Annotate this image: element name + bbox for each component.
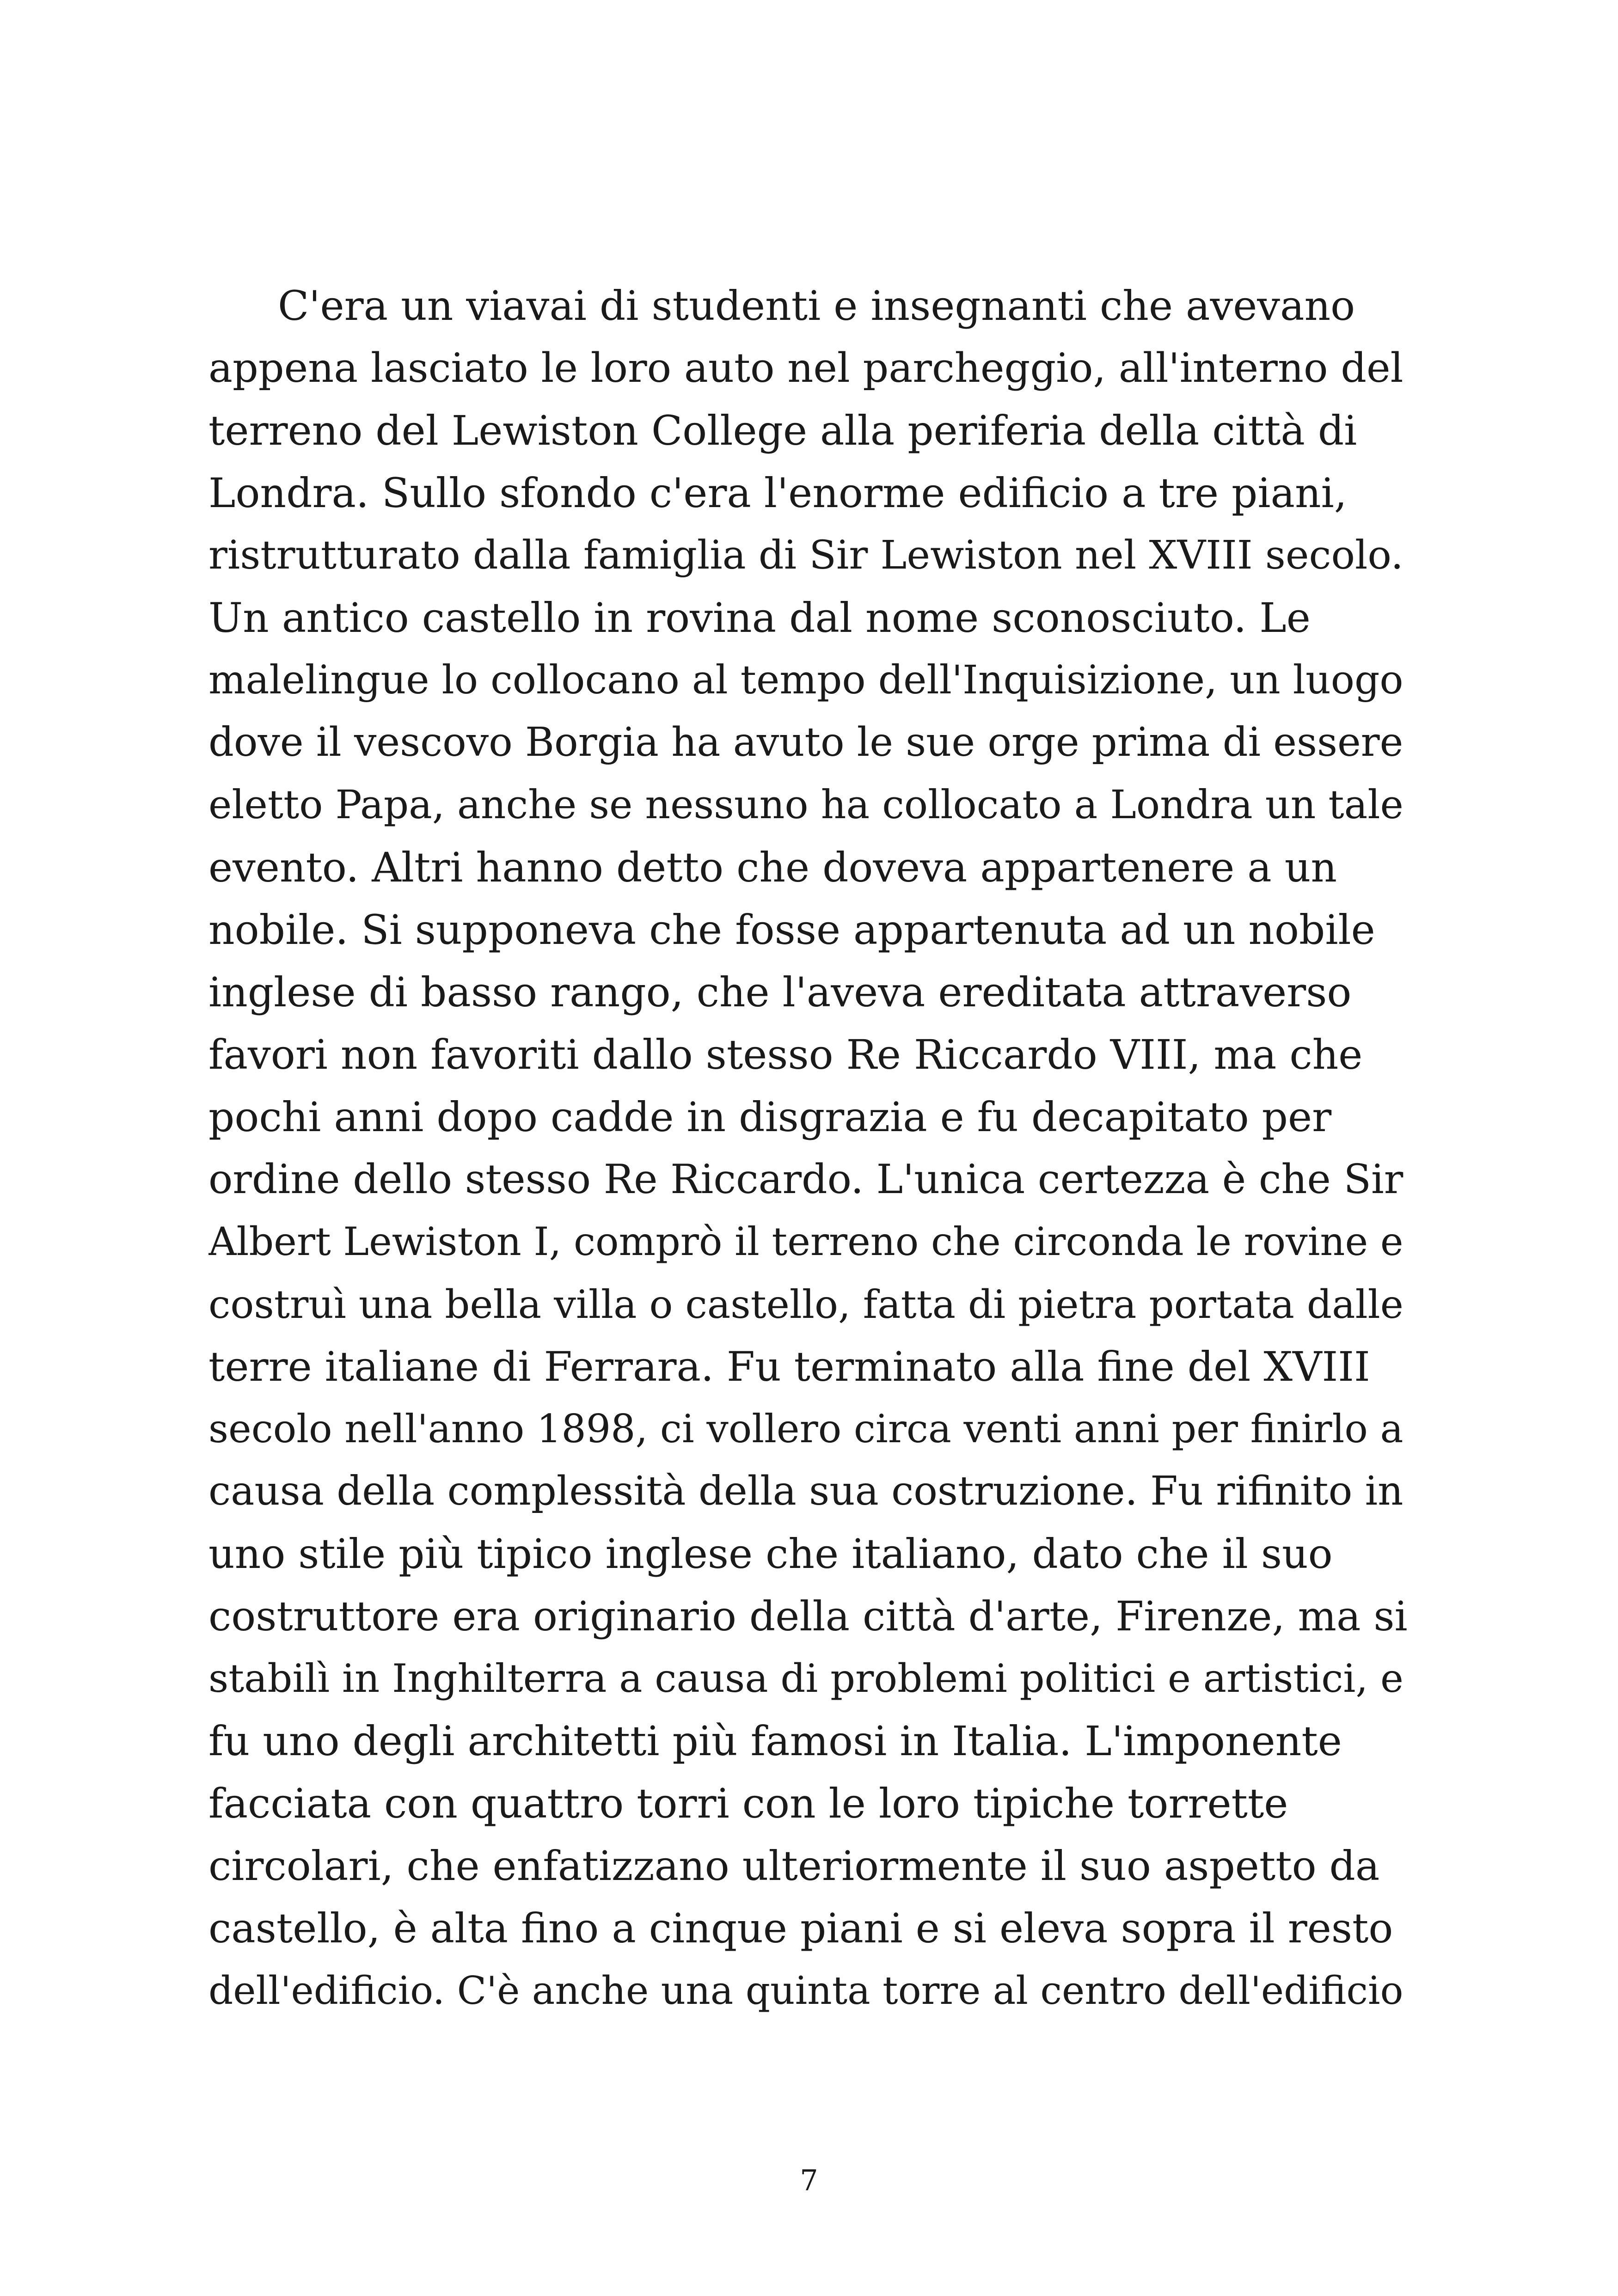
- text-line: dove il vescovo Borgia ha avuto le sue orge prima di essere: [208, 719, 1403, 765]
- text-line: uno stile più tipico inglese che italiano, dato che il suo: [208, 1530, 1333, 1578]
- body-paragraph: [208, 275, 1410, 2022]
- text-line: eletto Papa, anche se nessuno ha collocato a Londra un tale: [208, 782, 1403, 828]
- text-line: Albert Lewiston I, comprò il terreno che circonda le rovine e: [208, 1219, 1403, 1264]
- text-line: ordine dello stesso Re Riccardo. L'unica certezza è che Sir: [208, 1156, 1403, 1203]
- text-line: dell'edificio. C'è anche una quinta torre al centro dell'edificio: [208, 1968, 1403, 2013]
- text-line: favori non favoriti dallo stesso Re Riccardo VIII, ma che: [208, 1031, 1363, 1078]
- text-line: C'era un viavai di studenti e insegnanti che avevano: [278, 282, 1355, 330]
- text-line: costruttore era originario della città d'arte, Firenze, ma si: [208, 1592, 1408, 1640]
- text-line: appena lasciato le loro auto nel parcheggio, all'interno del: [208, 344, 1403, 392]
- text-line: ristrutturato dalla famiglia di Sir Lewiston nel XVIII secolo.: [208, 533, 1403, 578]
- text-line: secolo nell'anno 1898, ci vollero circa venti anni per finirlo a: [208, 1406, 1403, 1451]
- text-line: fu uno degli architetti più famosi in Italia. L'imponente: [208, 1717, 1342, 1765]
- text-line: pochi anni dopo cadde in disgrazia e fu decapitato per: [208, 1093, 1332, 1141]
- text-line: Londra. Sullo sfondo c'era l'enorme edificio a tre piani,: [208, 469, 1347, 517]
- page-number: 7: [800, 2163, 818, 2197]
- text-line: circolari, che enfatizzano ulteriormente il suo aspetto da: [208, 1842, 1380, 1890]
- text-line: evento. Altri hanno detto che doveva appartenere a un: [208, 844, 1337, 891]
- text-line: castello, è alta fino a cinque piani e si eleva sopra il resto: [208, 1904, 1393, 1952]
- text-line: causa della complessità della sua costruzione. Fu rifinito in: [208, 1468, 1403, 1514]
- text-line: terreno del Lewiston College alla periferia della città di: [208, 407, 1357, 454]
- text-line: nobile. Si supponeva che fosse appartenuta ad un nobile: [208, 906, 1375, 954]
- text-line: terre italiane di Ferrara. Fu terminato alla fine del XVIII: [208, 1343, 1370, 1390]
- text-line: stabilì in Inghilterra a causa di problemi politici e artistici, e: [208, 1656, 1403, 1701]
- text-line: Un antico castello in rovina dal nome sconosciuto. Le: [208, 594, 1311, 642]
- text-line: malelingue lo collocano al tempo dell'Inquisizione, un luogo: [208, 657, 1403, 703]
- text-line: inglese di basso rango, che l'aveva ereditata attraverso: [208, 968, 1352, 1016]
- text-line: costruì una bella villa o castello, fatta di pietra portata dalle: [208, 1281, 1403, 1327]
- text-line: facciata con quattro torri con le loro tipiche torrette: [208, 1780, 1288, 1827]
